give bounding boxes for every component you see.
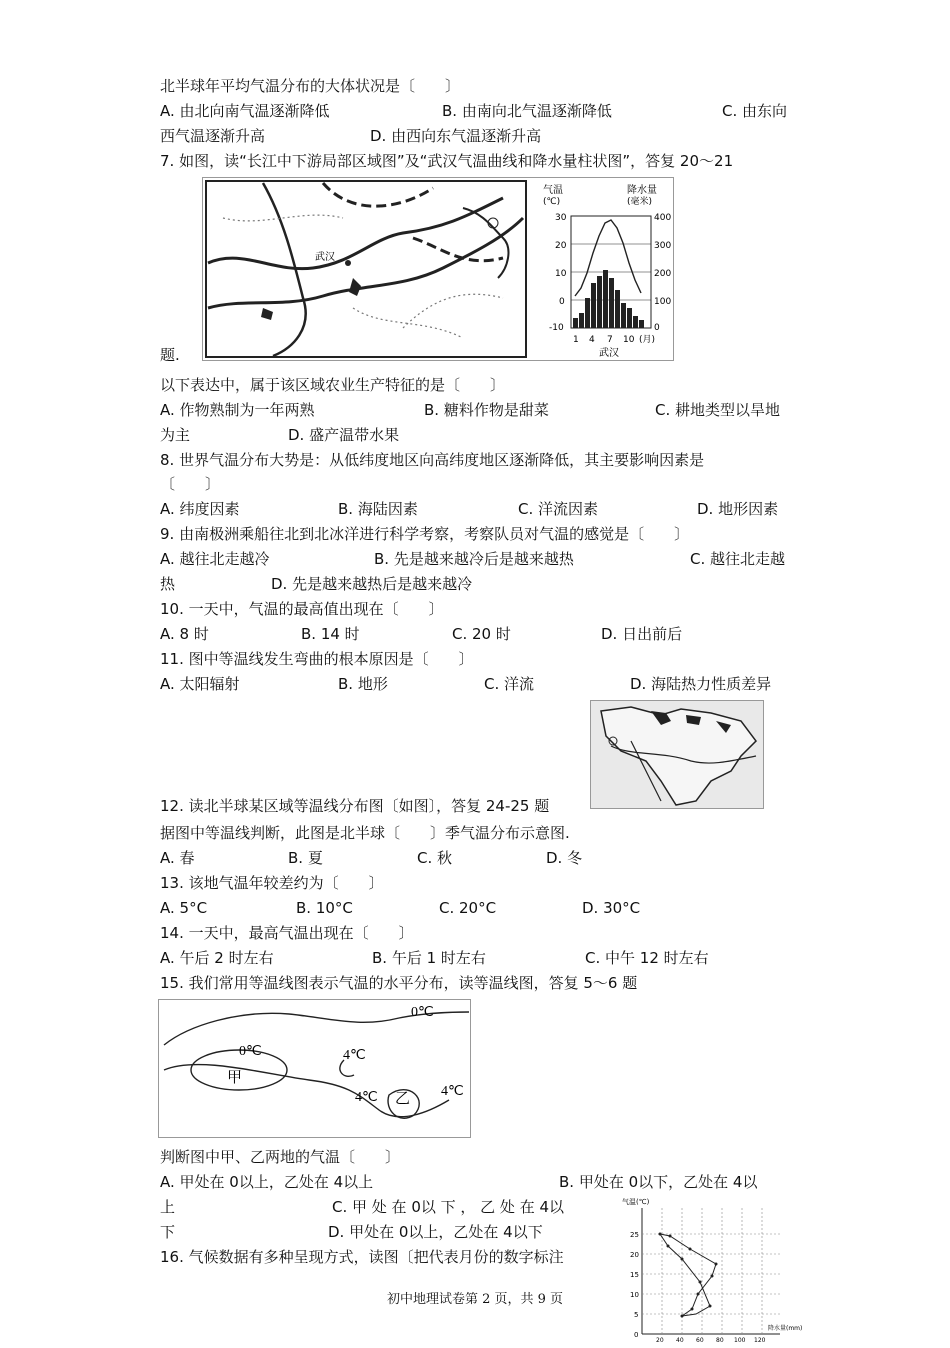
q6-option-c: C. 由东向: [722, 102, 788, 120]
q9-option-d: D. 先是越来越热后是越来越冷: [271, 575, 473, 593]
q9-stem: 9. 由南极洲乘船往北到北冰洋进行科学考察，考察队员对气温的感觉是〔 〕: [160, 525, 690, 543]
q12-sub-stem: 据图中等温线判断，此图是北半球〔 〕季气温分布示意图.: [160, 824, 570, 842]
q6-stem: 北半球年平均气温分布的大体状况是〔 〕: [160, 77, 461, 95]
precip-tick: 0: [654, 323, 660, 333]
temp-tick: 10: [555, 269, 567, 279]
wuhan-marker: [345, 260, 351, 266]
q7-option-c-cont: 为主: [160, 426, 191, 444]
q14-stem: 14. 一天中，最高气温出现在〔 〕: [160, 924, 414, 942]
precip-tick: 100: [654, 297, 672, 307]
q9-option-b: B. 先是越来越冷后是越来越热: [374, 550, 574, 568]
q12-option-a: A. 春: [160, 849, 195, 867]
q9-option-c: C. 越往北走越: [690, 550, 786, 568]
q8-paren: 〔 〕: [160, 475, 221, 493]
q11-option-c: C. 洋流: [484, 675, 535, 693]
temp-tick: -10: [549, 323, 564, 333]
q15-sub-stem: 判断图中甲、乙两地的气温〔 〕: [160, 1148, 401, 1166]
q7-stem-end: 题.: [160, 346, 180, 364]
precip-bar: [603, 270, 608, 328]
wuhan-climate-chart: [543, 183, 671, 359]
precip-bar: [633, 316, 638, 328]
precip-bar: [579, 313, 584, 328]
q9-option-c-cont: 热: [160, 575, 176, 593]
precip-tick: 400: [654, 213, 672, 223]
q9-option-a: A. 越往北走越冷: [160, 550, 270, 568]
month-tick: 10: [623, 335, 635, 345]
precip-tick: 200: [654, 269, 672, 279]
label-4c-yi: 4℃: [355, 1090, 378, 1105]
q12-option-d: D. 冬: [546, 849, 583, 867]
lake-shape-west: [261, 308, 273, 320]
q11-option-b: B. 地形: [338, 675, 388, 693]
precip-tick: 300: [654, 241, 672, 251]
month-unit: (月): [639, 335, 656, 345]
continent-outline: [601, 707, 756, 805]
label-0c-inner: 0℃: [239, 1044, 262, 1059]
x-tick: 40: [676, 1337, 684, 1344]
q12-option-b: B. 夏: [288, 849, 323, 867]
q13-option-b: B. 10°C: [296, 899, 353, 917]
x-tick: 80: [716, 1337, 724, 1344]
lake-outline: [463, 208, 508, 278]
yangtze-map-and-wuhan-climate-figure: [202, 177, 674, 361]
x-axis-label: 降水量(mm): [768, 1325, 803, 1332]
month-tick: 7: [607, 335, 613, 345]
temp-precip-climograph: [620, 1194, 803, 1344]
label-4c-small: 4℃: [343, 1048, 366, 1063]
q8-option-c: C. 洋流因素: [518, 500, 599, 518]
q11-option-a: A. 太阳辐射: [160, 675, 240, 693]
precip-bar: [627, 308, 632, 328]
label-jia: 甲: [227, 1068, 243, 1086]
q15-option-c: C. 甲 处 在 0以 下 ， 乙 处 在 4以: [332, 1198, 565, 1216]
isotherm-diagram: [158, 999, 471, 1138]
x-tick: 60: [696, 1337, 704, 1344]
chart-city-label: 武汉: [599, 348, 619, 359]
q13-option-c: C. 20°C: [439, 899, 497, 917]
map-city-label: 武汉: [315, 252, 335, 263]
label-4c-right: 4℃: [441, 1084, 464, 1099]
q6-option-c-cont: 西气温逐渐升高: [160, 127, 266, 145]
north-america-isotherm-map: [590, 700, 764, 809]
q15-option-b-cont: 上: [160, 1198, 176, 1216]
yangtze-map-figure: [203, 178, 673, 360]
precip-bar: [591, 283, 596, 328]
precip-axis-label: 降水量: [627, 185, 657, 196]
temp-tick: 30: [555, 213, 567, 223]
temp-axis-label: 气温: [543, 185, 563, 196]
q13-option-d: D. 30°C: [582, 899, 641, 917]
y-tick: 10: [630, 1291, 639, 1299]
q14-option-b: B. 午后 1 时左右: [372, 949, 486, 967]
map-frame: [206, 181, 526, 357]
precip-bar: [615, 290, 620, 328]
q10-option-c: C. 20 时: [452, 625, 511, 643]
q8-stem: 8. 世界气温分布大势是：从低纬度地区向高纬度地区逐渐降低，其主要影响因素是: [160, 451, 705, 469]
q14-option-a: A. 午后 2 时左右: [160, 949, 274, 967]
y-tick: 20: [630, 1251, 639, 1259]
y-tick: 25: [630, 1231, 639, 1239]
minor-boundary: [223, 215, 503, 338]
precip-bar: [573, 318, 578, 328]
q8-option-a: A. 纬度因素: [160, 500, 240, 518]
q11-stem: 11. 图中等温线发生弯曲的根本原因是〔 〕: [160, 650, 474, 668]
q6-option-a: A. 由北向南气温逐渐降低: [160, 102, 330, 120]
precip-bar: [639, 320, 644, 328]
lake-shape: [349, 278, 361, 296]
q7-sub-stem: 以下表达中，属于该区域农业生产特征的是〔 〕: [160, 376, 506, 394]
q15-stem: 15. 我们常用等温线图表示气温的水平分布，读等温线图，答复 5～6 题: [160, 974, 638, 992]
q6-option-d: D. 由西向东气温逐渐升高: [370, 127, 542, 145]
q15-option-c-cont: 下: [160, 1223, 176, 1241]
q7-option-d: D. 盛产温带水果: [288, 426, 400, 444]
q12-option-c: C. 秋: [417, 849, 453, 867]
grid: [642, 1208, 780, 1334]
q15-option-a: A. 甲处在 0以上，乙处在 4以上: [160, 1173, 374, 1191]
q7-option-a: A. 作物熟制为一年两熟: [160, 401, 315, 419]
temp-unit: (℃): [543, 197, 561, 207]
precip-bar: [609, 278, 614, 328]
month-tick: 4: [589, 335, 595, 345]
q10-option-a: A. 8 时: [160, 625, 209, 643]
river-south: [208, 218, 523, 308]
q13-option-a: A. 5°C: [160, 899, 208, 917]
y-axis-label: 气温(℃): [622, 1198, 650, 1206]
q12-stem: 12. 读北半球某区域等温线分布图〔如图〕，答复 24-25 题: [160, 797, 550, 815]
q10-option-d: D. 日出前后: [601, 625, 683, 643]
y-tick: 5: [634, 1311, 639, 1319]
label-0c-top: 0℃: [411, 1005, 434, 1020]
q7-stem: 7. 如图，读“长江中下游局部区域图”及“武汉气温曲线和降水量柱状图”，答复 20～21: [160, 152, 734, 170]
province-boundary: [323, 183, 503, 261]
q13-stem: 13. 该地气温年较差约为〔 〕: [160, 874, 384, 892]
x-tick: 120: [754, 1337, 766, 1344]
temp-tick: 0: [559, 297, 565, 307]
q8-option-b: B. 海陆因素: [338, 500, 418, 518]
precip-bar: [585, 298, 590, 328]
q15-option-d: D. 甲处在 0以上，乙处在 4以下: [328, 1223, 543, 1241]
q6-option-b: B. 由南向北气温逐渐降低: [442, 102, 612, 120]
y-tick: 0: [634, 1331, 639, 1339]
q10-stem: 10. 一天中，气温的最高值出现在〔 〕: [160, 600, 444, 618]
x-tick: 100: [734, 1337, 746, 1344]
precip-bar: [597, 276, 602, 328]
q16-stem: 16. 气候数据有多种呈现方式，读图〔把代表月份的数字标注: [160, 1248, 564, 1266]
q7-option-c: C. 耕地类型以旱地: [655, 401, 781, 419]
q15-option-b: B. 甲处在 0以下，乙处在 4以: [559, 1173, 758, 1191]
q8-option-d: D. 地形因素: [697, 500, 779, 518]
label-yi: 乙: [395, 1089, 411, 1107]
y-tick: 15: [630, 1271, 639, 1279]
q11-option-d: D. 海陆热力性质差异: [630, 675, 772, 693]
temp-tick: 20: [555, 241, 567, 251]
precip-bar: [621, 303, 626, 328]
q10-option-b: B. 14 时: [301, 625, 360, 643]
q7-option-b: B. 糖料作物是甜菜: [424, 401, 549, 419]
page-footer: 初中地理试卷第 2 页，共 9 页: [386, 1292, 564, 1307]
x-tick: 20: [656, 1337, 664, 1344]
precip-unit: (毫米): [627, 197, 653, 207]
month-tick: 1: [573, 335, 579, 345]
q14-option-c: C. 中午 12 时左右: [585, 949, 709, 967]
